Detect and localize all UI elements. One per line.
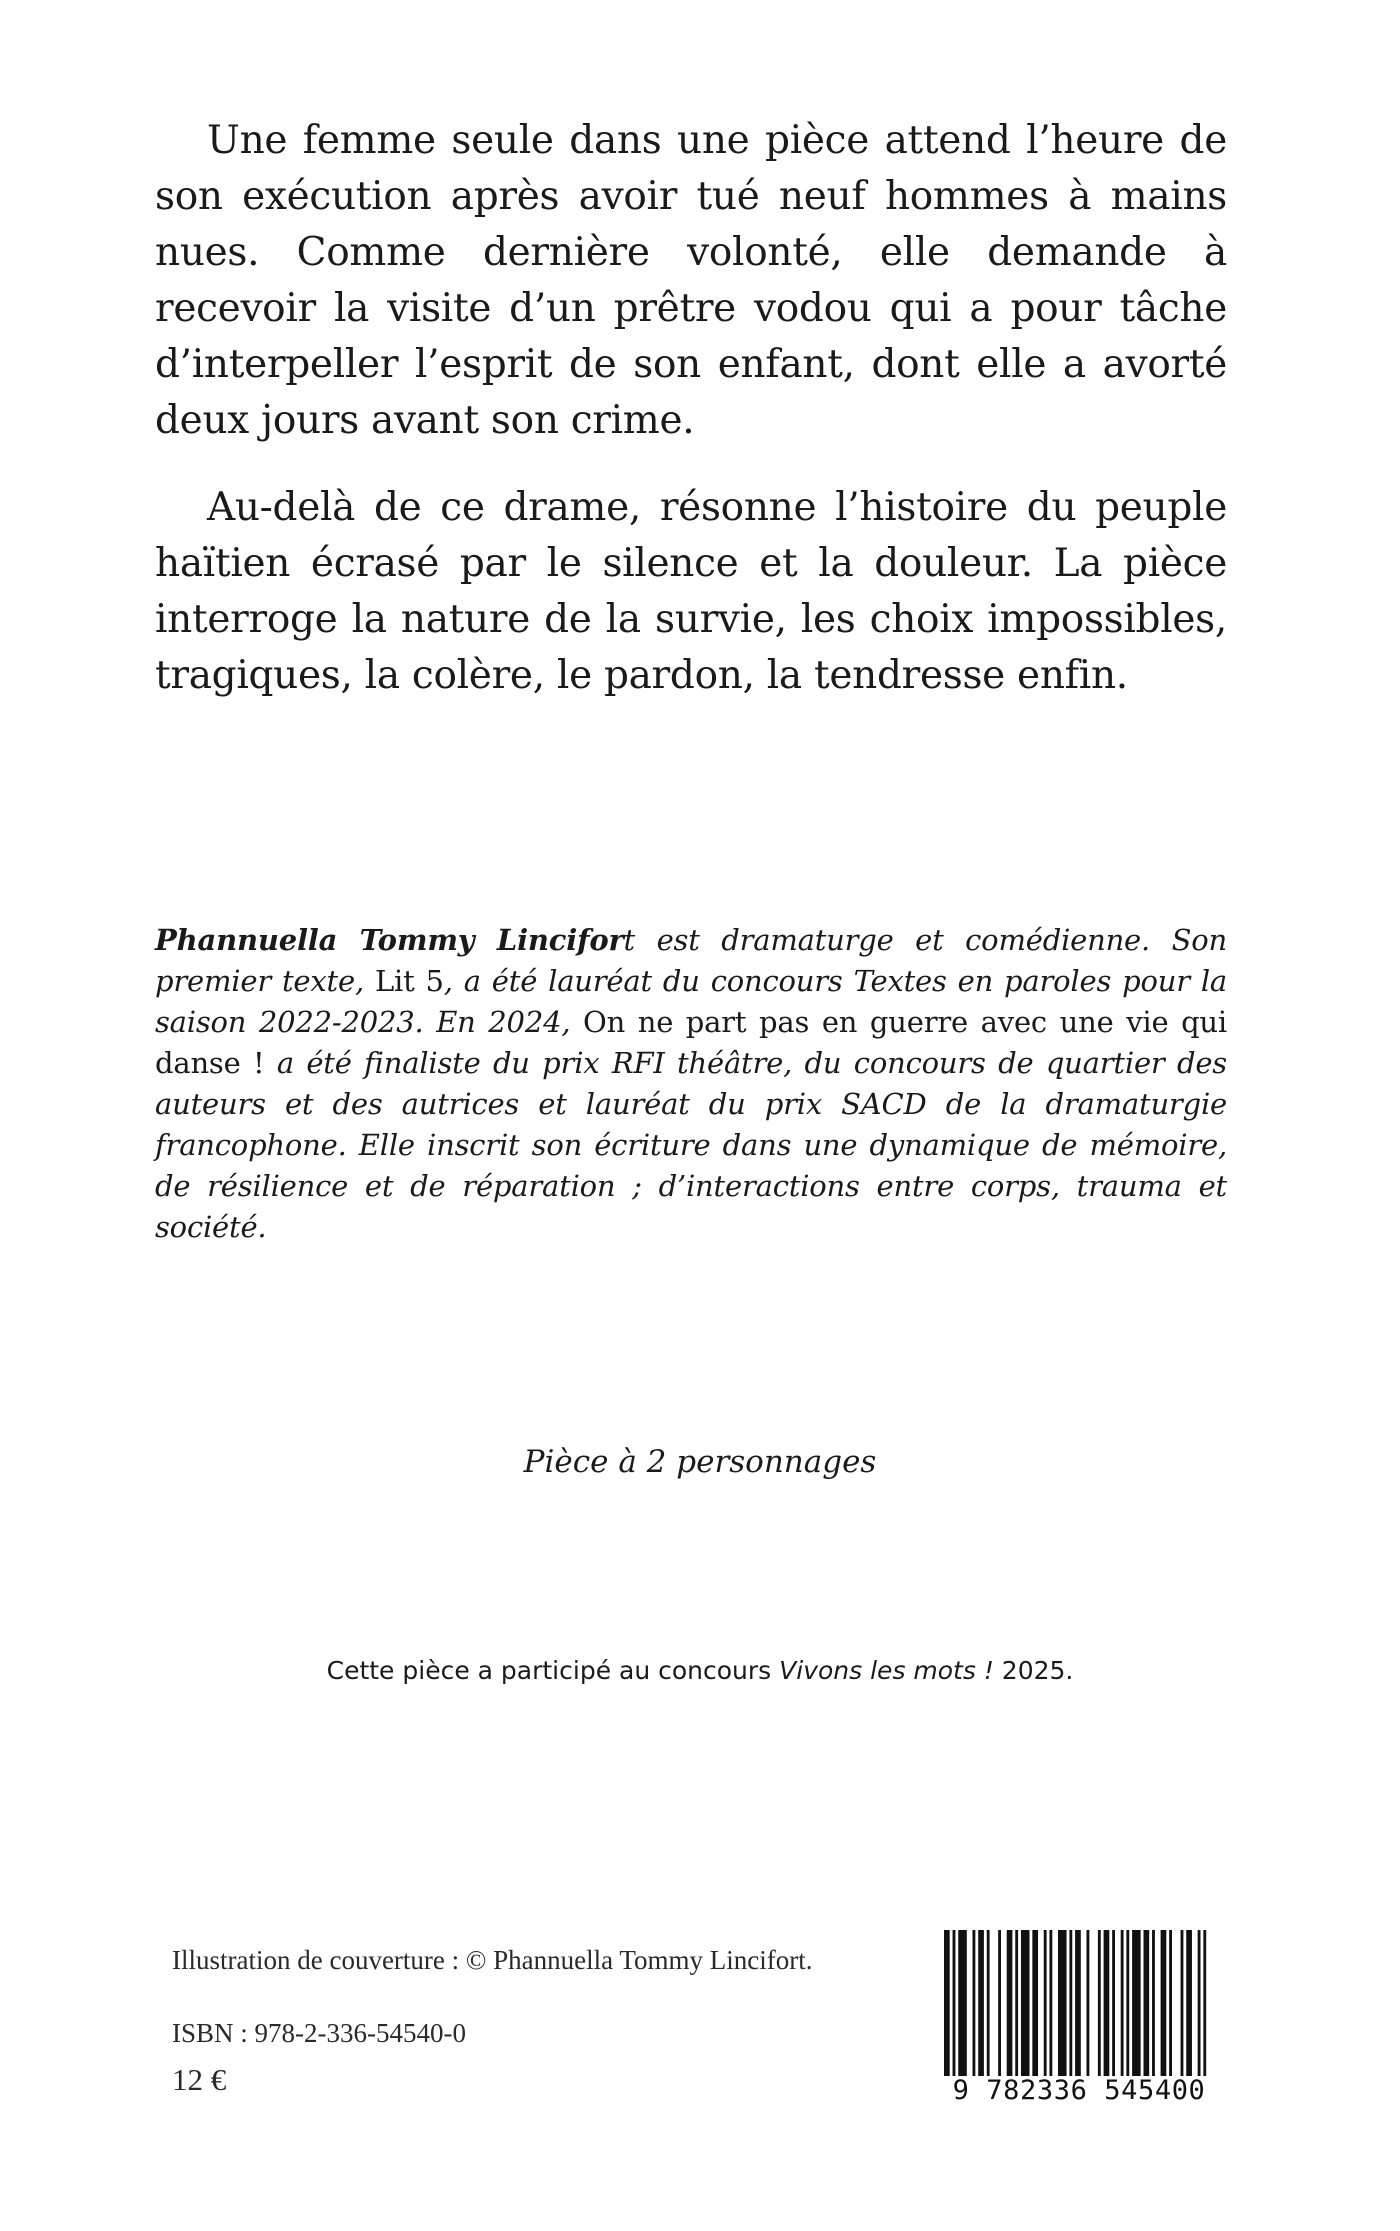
bio-text-3: a été finaliste du prix RFI théâtre, du concours de quartier des auteurs et des autrices et lauréat du prix SACD de la dramaturgie francophone. Elle inscrit son écriture dans une dynamique de mémoire, de résilience et de réparation ; d’interactions entre corps, trauma et société. [155, 1046, 1227, 1244]
isbn: ISBN : 978-2-336-54540-0 [172, 2018, 466, 2048]
bio-text-2: , a été lauréat du concours Textes en paroles pour la saison 2022-2023. En 2024, [155, 964, 1228, 1039]
bio-work-title-2: On ne part pas en guerre avec une vie qui danse ! [155, 1005, 1227, 1080]
contest-note [0, 1653, 1400, 1689]
contest-name: Vivons les mots ! [779, 1656, 994, 1685]
author-name: Phannuella Tommy Lincifor [155, 923, 624, 957]
blurb-paragraph-1: Une femme seule dans une pièce attend l’heure de son exécution après avoir tué neuf hommes à mains nues. Comme dernière volonté, elle demande à recevoir la visite d’un prêtre vodou qui a pour tâche d’interpeller l’esprit de son enfant, dont elle a avorté deux jours avant son crime. [155, 118, 1227, 443]
bio-work-title-1: Lit 5 [374, 964, 444, 998]
contest-text-before: Cette pièce a participé au concours [326, 1656, 780, 1685]
author-name-tail: t [623, 923, 636, 957]
price: 12 € [172, 2062, 227, 2097]
cover-credit: Illustration de couverture : © Phannuella Tommy Lincifort. [172, 1945, 813, 1975]
barcode-digits: 9 782336 545400 [942, 2076, 1216, 2106]
blurb-paragraph-2: Au-delà de ce drame, résonne l’histoire du peuple haïtien écrasé par le silence et la douleur. La pièce interroge la nature de la survie, les choix impossibles, tragiques, la colère, le pardon, la tendresse enfin. [155, 485, 1227, 698]
characters-note: Pièce à 2 personnages [523, 1444, 877, 1480]
contest-text-after: 2025. [993, 1656, 1074, 1685]
author-bio [155, 920, 1227, 1248]
bio-text-1: est dramaturge et comédienne. Son premier texte, [155, 923, 1227, 998]
isbn-barcode [942, 1930, 1216, 2106]
